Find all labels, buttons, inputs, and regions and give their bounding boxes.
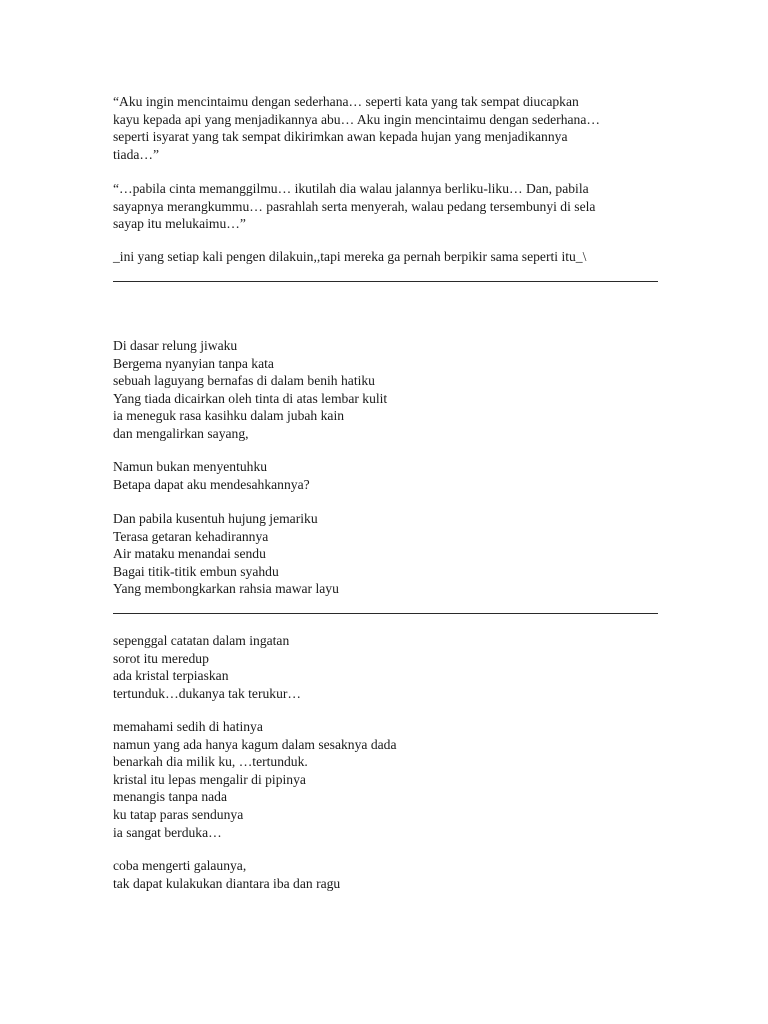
poem-line: ia sangat berduka… [113,824,222,840]
poem-line: dan mengalirkan sayang, [113,425,249,441]
poem-line: Yang membongkarkan rahsia mawar layu [113,581,339,597]
poem2-stanza-3 [113,857,658,892]
poem1-stanza-3 [113,510,658,598]
poem-line: sebuah laguyang bernafas di dalam benih hatiku [113,373,375,389]
poem-line: Betapa dapat aku mendesahkannya? [113,476,310,492]
horizontal-divider [113,281,658,282]
poem-line: Bergema nyanyian tanpa kata [113,355,274,371]
text-line: sayapnya merangkummu… pasrahlah serta menyerah, walau pedang tersembunyi di sela [113,198,596,214]
poem-line: ku tatap paras sendunya [113,806,244,822]
poem2-stanza-2 [113,718,658,841]
text-line: seperti isyarat yang tak sempat dikirimkan awan kepada hujan yang menjadikannya [113,129,568,145]
poem1-stanza-1 [113,337,658,443]
poem-line: memahami sedih di hatinya [113,719,263,734]
text-line: “…pabila cinta memanggilmu… ikutilah dia walau jalannya berliku-liku… Dan, pabila [113,181,589,196]
poem1-stanza-2 [113,458,658,493]
quote-paragraph-2 [113,180,658,233]
poem-line: tertunduk…dukanya tak terukur… [113,685,301,701]
quote-paragraph-1 [113,93,658,163]
poem-line: tak dapat kulakukan diantara iba dan ragu [113,875,341,891]
poem2-stanza-1 [113,632,658,702]
poem-line: Di dasar relung jiwaku [113,338,238,353]
text-line: “Aku ingin mencintaimu dengan sederhana… seperti kata yang tak sempat diucapkan [113,94,579,109]
text-line: tiada…” [113,146,160,162]
poem-line: kristal itu lepas mengalir di pipinya [113,771,306,787]
poem-line: Terasa getaran kehadirannya [113,528,269,544]
text-line: kayu kepada api yang menjadikannya abu… Aku ingin mencintaimu dengan sederhana… [113,111,600,127]
poem-line: namun yang ada hanya kagum dalam sesaknya dada [113,736,397,752]
poem-line: coba mengerti galaunya, [113,858,247,873]
poem-line: Yang tiada dicairkan oleh tinta di atas lembar kulit [113,390,388,406]
poem-line: Air mataku menandai sendu [113,546,266,562]
text-line: sayap itu melukaimu…” [113,216,246,232]
poem-line: menangis tanpa nada [113,789,227,805]
poem-line: Namun bukan menyentuhku [113,459,268,474]
poem-line: sorot itu meredup [113,650,209,666]
horizontal-divider [113,613,658,614]
text-line: _ini yang setiap kali pengen dilakuin,,tapi mereka ga pernah berpikir sama seperti itu_\ [113,249,587,264]
poem-line: sepenggal catatan dalam ingatan [113,633,290,648]
poem-line: Bagai titik-titik embun syahdu [113,563,279,579]
poem-line: benarkah dia milik ku, …tertunduk. [113,754,308,770]
comment-paragraph [113,248,658,266]
poem-line: Dan pabila kusentuh hujung jemariku [113,511,318,526]
poem-line: ada kristal terpiaskan [113,668,229,684]
poem-line: ia meneguk rasa kasihku dalam jubah kain [113,408,345,424]
